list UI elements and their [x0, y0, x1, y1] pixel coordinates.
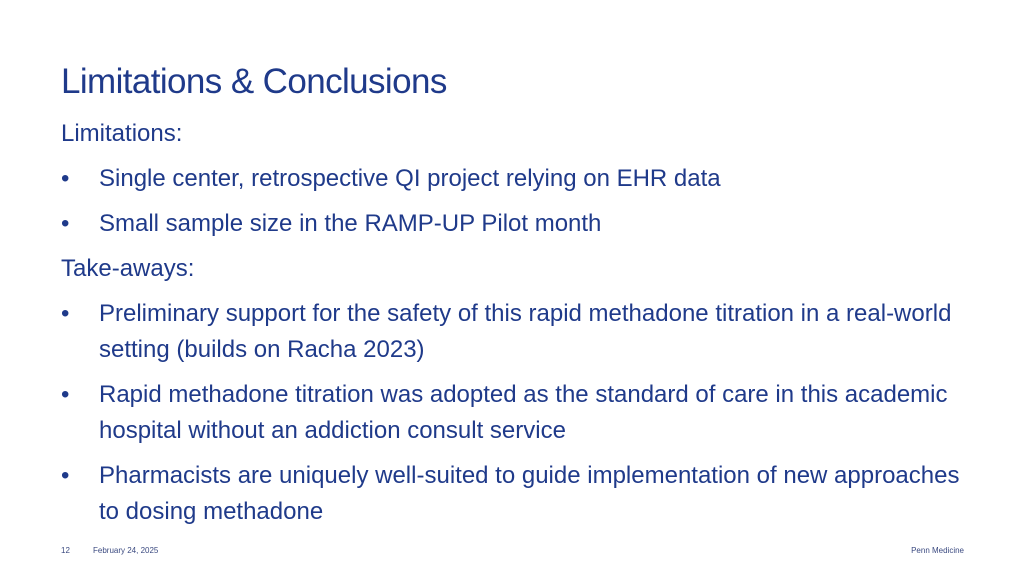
takeaways-list — [61, 296, 961, 530]
limitations-list — [61, 161, 961, 242]
list-item — [61, 377, 961, 449]
takeaways-heading: Take-aways: — [61, 255, 195, 282]
list-item — [61, 161, 961, 197]
bullet-text: Rapid methadone titration was adopted as the standard of care in this academic hospital without an addiction consult service — [99, 381, 948, 444]
bullet-icon: • — [61, 210, 70, 237]
bullet-icon: • — [61, 165, 70, 192]
bullet-text: Preliminary support for the safety of this rapid methadone titration in a real-world setting (builds on Racha 2023) — [99, 300, 952, 363]
bullet-text: Pharmacists are uniquely well-suited to guide implementation of new approaches to dosing methadone — [99, 462, 960, 525]
bullet-icon: • — [61, 381, 70, 408]
list-item — [61, 458, 961, 530]
slide-title: Limitations & Conclusions — [61, 62, 447, 101]
bullet-text: Single center, retrospective QI project relying on EHR data — [99, 165, 721, 192]
bullet-icon: • — [61, 462, 70, 489]
slide-date: February 24, 2025 — [93, 546, 159, 555]
page-number: 12 — [61, 546, 70, 555]
bullet-icon: • — [61, 300, 70, 327]
brand-label: Penn Medicine — [911, 546, 964, 555]
list-item — [61, 296, 961, 368]
bullet-text: Small sample size in the RAMP-UP Pilot month — [99, 210, 602, 237]
limitations-heading: Limitations: — [61, 120, 183, 147]
list-item — [61, 206, 961, 242]
slide-content — [61, 116, 961, 539]
